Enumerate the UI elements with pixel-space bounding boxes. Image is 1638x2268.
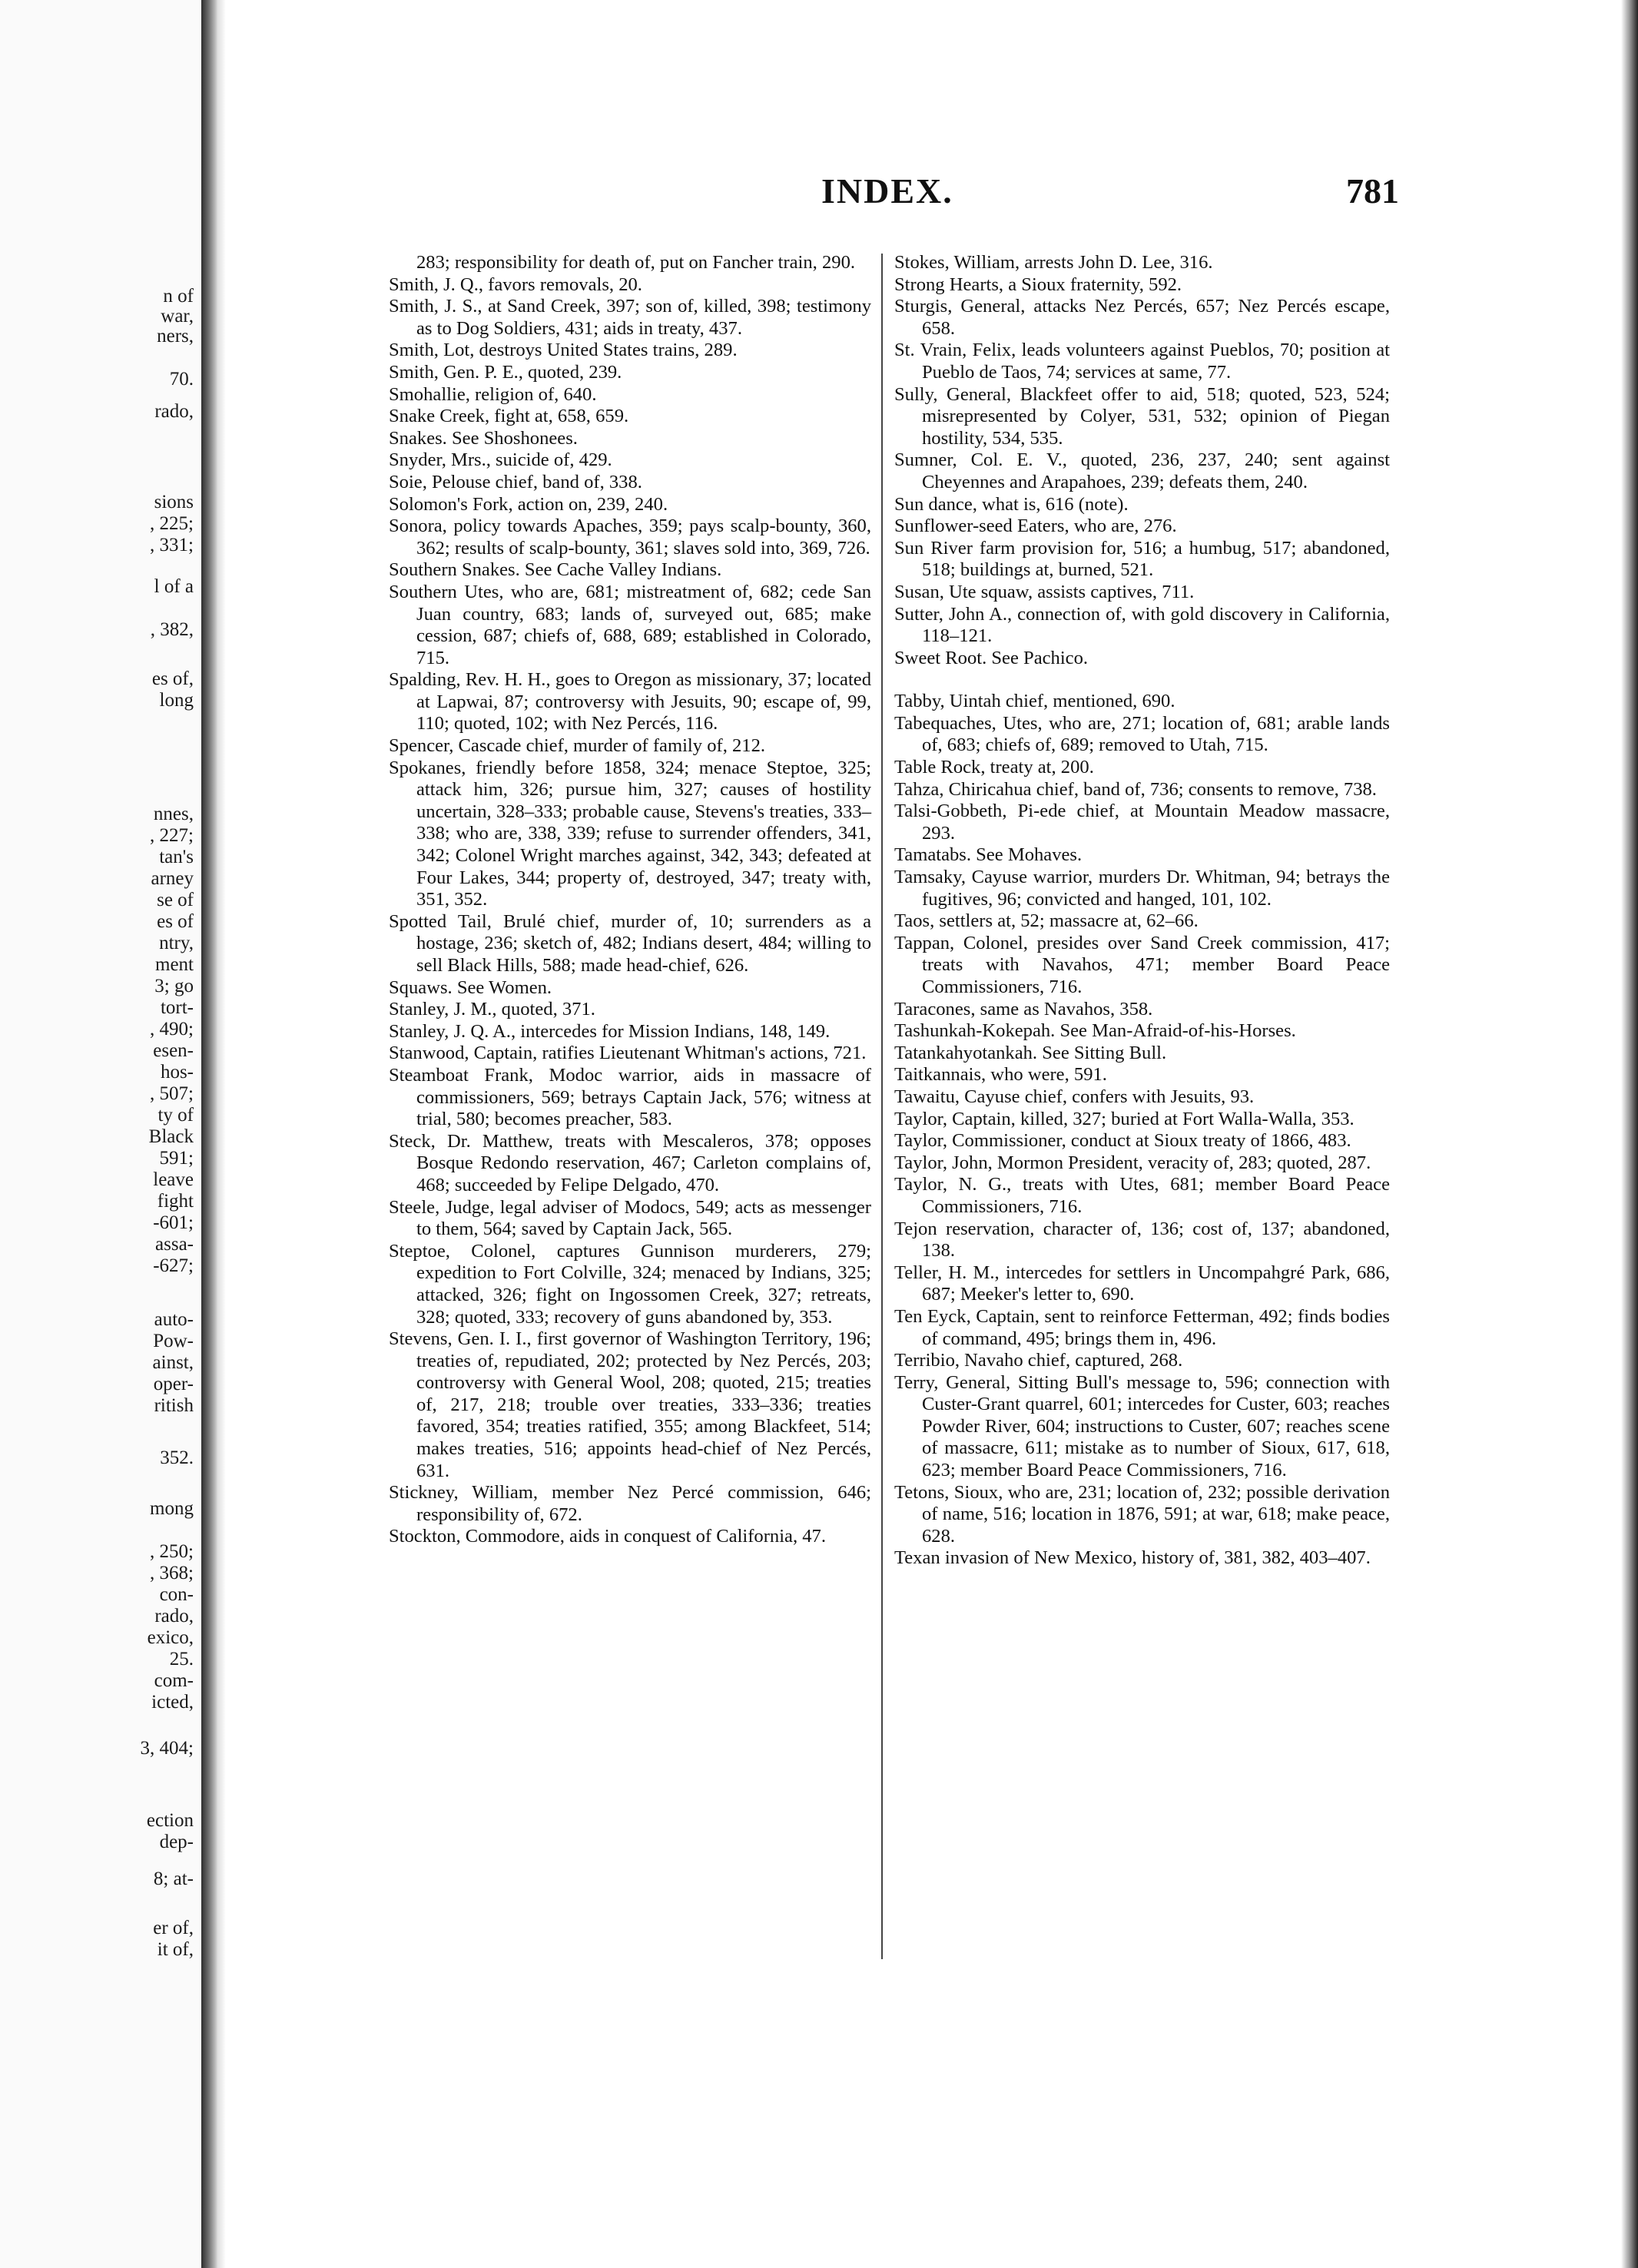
index-entry: Strong Hearts, a Sioux fraternity, 592.: [894, 274, 1182, 295]
index-entry: Solomon's Fork, action on, 239, 240.: [389, 493, 668, 515]
facing-page-fragment: exico,: [147, 1627, 194, 1648]
page-title: INDEX.: [821, 171, 953, 211]
page-gutter: [218, 0, 226, 2268]
index-entry: Tamatabs. See Mohaves.: [894, 844, 1083, 866]
facing-page-fragment: Pow-: [153, 1331, 194, 1351]
index-entry: 283; responsibility for death of, put on Fancher train, 290.: [416, 252, 856, 273]
facing-page-fragment: , 382,: [150, 619, 194, 640]
index-entry: Tejon reservation, character of, 136; cost of, 137; abandoned, 138.: [894, 1218, 1390, 1262]
index-entry: Susan, Ute squaw, assists captives, 711.: [894, 581, 1195, 602]
facing-page-fragment: ty of: [158, 1105, 194, 1126]
index-entry: Smith, Gen. P. E., quoted, 239.: [389, 361, 622, 383]
index-entry: Steele, Judge, legal adviser of Modocs, 549; acts as messenger to them, 564; saved by Captain Jack, 565.: [389, 1196, 871, 1240]
facing-page-fragment: hos-: [160, 1062, 194, 1083]
index-entry: Tabby, Uintah chief, mentioned, 690.: [894, 691, 1175, 712]
index-entry: Tamsaky, Cayuse warrior, murders Dr. Whitman, 94; betrays the fugitives, 96; convicted and hanged, 101, 102.: [894, 867, 1390, 910]
facing-page-fragment: leave: [153, 1169, 194, 1190]
index-entry: Spencer, Cascade chief, murder of family of, 212.: [389, 735, 766, 757]
index-entry: Stockton, Commodore, aids in conquest of California, 47.: [389, 1526, 826, 1547]
index-entry: Steck, Dr. Matthew, treats with Mescaleros, 378; opposes Bosque Redondo reservation, 467; Carleton complains of, 468; succeeded by Felipe Delgado, 470.: [389, 1130, 871, 1195]
index-entry: Smith, Lot, destroys United States trains, 289.: [389, 340, 738, 361]
facing-page-fragment: -627;: [153, 1255, 194, 1276]
facing-page-fragment: long: [159, 690, 194, 711]
facing-page-fragment: ection: [146, 1810, 194, 1831]
facing-page-fragment: it of,: [157, 1939, 194, 1960]
index-entry: Tahza, Chiricahua chief, band of, 736; consents to remove, 738.: [894, 778, 1377, 800]
index-entry: Southern Snakes. See Cache Valley Indians.: [389, 559, 722, 581]
facing-page-fragment: 352.: [160, 1447, 194, 1468]
index-page: [226, 0, 1621, 2268]
facing-page-fragment: , 227;: [150, 825, 194, 846]
facing-page-fragment: ment: [155, 954, 194, 975]
facing-page-fragment: , 490;: [150, 1019, 194, 1040]
page-binding-shadow: [201, 0, 218, 2268]
index-entry: Snake Creek, fight at, 658, 659.: [389, 406, 629, 427]
facing-page-fragment: n of: [163, 286, 194, 307]
index-entry: Taylor, Captain, killed, 327; buried at Fort Walla-Walla, 353.: [894, 1108, 1354, 1129]
facing-page-fragment: rado,: [154, 401, 194, 422]
facing-page-fragment: l of a: [154, 576, 194, 597]
facing-page-fragment: , 250;: [150, 1541, 194, 1562]
facing-page-fragment: 3, 404;: [140, 1738, 194, 1759]
facing-page-fragment: dep-: [159, 1832, 194, 1852]
index-entry: Sweet Root. See Pachico.: [894, 647, 1089, 668]
index-entry: Sun dance, what is, 616 (note).: [894, 493, 1129, 515]
index-entry: Teller, H. M., intercedes for settlers in Uncompahgré Park, 686, 687; Meeker's letter to, 690.: [894, 1262, 1390, 1305]
index-entry: Table Rock, treaty at, 200.: [894, 757, 1094, 778]
facing-page-fragment: ritish: [154, 1395, 194, 1416]
facing-page-fragment: , 331;: [150, 535, 194, 555]
facing-page-fragment: ntry,: [159, 933, 194, 953]
facing-page-fragment: con-: [159, 1584, 194, 1605]
running-head: [226, 171, 1621, 217]
index-entry: Taitkannais, who were, 591.: [894, 1064, 1107, 1086]
facing-page-fragment: arney: [151, 868, 194, 889]
facing-page-fragment: 8; at-: [153, 1868, 194, 1889]
index-entry: Talsi-Gobbeth, Pi-ede chief, at Mountain Meadow massacre, 293.: [894, 801, 1390, 844]
index-entry: Squaws. See Women.: [389, 976, 552, 998]
facing-page-fragment: nnes,: [153, 804, 194, 824]
facing-page-fragment: 25.: [169, 1649, 194, 1670]
column-divider: [881, 254, 883, 1959]
facing-page-fragment: oper-: [153, 1374, 194, 1394]
index-entry: Ten Eyck, Captain, sent to reinforce Fetterman, 492; finds bodies of command, 495; brings them in, 496.: [894, 1305, 1390, 1349]
index-entry: Stokes, William, arrests John D. Lee, 316.: [894, 252, 1213, 273]
index-entry: Texan invasion of New Mexico, history of, 381, 382, 403–407.: [894, 1547, 1371, 1569]
index-entry: Spokanes, friendly before 1858, 324; menace Steptoe, 325; attack him, 326; pursue him, 327; causes of hostility uncertain, 328–333; probable cause, Stevens's treaties, 333–338; who are, 338, 339; refuse to surrender offenders, 341, 342; Colonel Wright marches against, 342, 343; defeated at Four Lakes, 344; property of, destroyed, 347; treaty with, 351, 352.: [389, 757, 871, 910]
facing-page-fragment: 591;: [159, 1148, 194, 1169]
facing-page-fragment: icted,: [151, 1692, 194, 1713]
facing-page-fragment: er of,: [153, 1918, 194, 1938]
index-entry: Sunflower-seed Eaters, who are, 276.: [894, 516, 1177, 537]
right-page-edge: [1621, 0, 1638, 2268]
index-entry: Southern Utes, who are, 681; mistreatment of, 682; cede San Juan country, 683; lands of, surveyed out, 685; make cession, 687; chiefs of, 688, 689; established in Colorado, 715.: [389, 581, 871, 668]
index-entry: Terribio, Navaho chief, captured, 268.: [894, 1350, 1183, 1371]
index-entry: Terry, General, Sitting Bull's message to, 596; connection with Custer-Grant quarrel, 601; intercedes for Custer, 603; reaches Powder River, 604; instructions to Custer, 607; reaches scene of massacre, 611; mistake as to number of Sioux, 617, 618, 623; member Board Peace Commissioners, 716.: [894, 1371, 1390, 1481]
index-entry: Tabequaches, Utes, who are, 271; location of, 681; arable lands of, 683; chiefs of, 689; removed to Utah, 715.: [894, 712, 1390, 756]
facing-page-fragment: ainst,: [152, 1352, 194, 1373]
index-entry: St. Vrain, Felix, leads volunteers against Pueblos, 70; position at Pueblo de Taos, 74; services at same, 77.: [894, 340, 1390, 383]
facing-page-fragment: Black: [148, 1126, 194, 1147]
facing-page-fragment: auto-: [154, 1309, 194, 1330]
index-entry: Snakes. See Shoshonees.: [389, 427, 578, 449]
facing-page-fragment: tort-: [160, 997, 194, 1018]
index-entry: Stickney, William, member Nez Percé commission, 646; responsibility of, 672.: [389, 1482, 871, 1525]
index-entry: Sutter, John A., connection of, with gold discovery in California, 118–121.: [894, 603, 1390, 647]
facing-page-fragment: 70.: [169, 369, 194, 390]
facing-page-fragment: com-: [154, 1670, 194, 1691]
index-entry: Sumner, Col. E. V., quoted, 236, 237, 240; sent against Cheyennes and Arapahoes, 239; defeats them, 240.: [894, 449, 1390, 492]
index-entry: Taylor, Commissioner, conduct at Sioux treaty of 1866, 483.: [894, 1130, 1351, 1152]
index-entry: Steptoe, Colonel, captures Gunnison murderers, 279; expedition to Fort Colville, 324; menaced by Indians, 325; attacked, 326; fight on Ingossomen Creek, 327; retreats, 328; quoted, 333; recovery of guns abandoned by, 353.: [389, 1240, 871, 1328]
index-entry: Steamboat Frank, Modoc warrior, aids in massacre of commissioners, 569; betrays Captain Jack, 576; witness at trial, 580; becomes preacher, 583.: [389, 1064, 871, 1130]
index-entry: Sully, General, Blackfeet offer to aid, 518; quoted, 523, 524; misrepresented by Colyer, 531, 532; opinion of Piegan hostility, 534, 535.: [894, 383, 1390, 449]
index-entry: Tashunkah-Kokepah. See Man-Afraid-of-his-Horses.: [894, 1020, 1296, 1042]
facing-page-fragment: 3; go: [154, 976, 194, 996]
index-entry: Smohallie, religion of, 640.: [389, 383, 597, 405]
facing-page-fragment: -601;: [153, 1212, 194, 1233]
facing-page-fragment: mong: [150, 1498, 194, 1519]
index-entry: Stanwood, Captain, ratifies Lieutenant Whitman's actions, 721.: [389, 1043, 867, 1064]
index-column-right: [894, 252, 1390, 1570]
facing-page-fragment: se of: [157, 890, 194, 910]
index-entry: Tappan, Colonel, presides over Sand Creek commission, 417; treats with Navahos, 471; member Board Peace Commissioners, 716.: [894, 932, 1390, 997]
facing-page-fragment: fight: [157, 1191, 194, 1212]
index-entry: Smith, J. Q., favors removals, 20.: [389, 274, 642, 295]
index-entry: Stanley, J. Q. A., intercedes for Mission Indians, 148, 149.: [389, 1020, 831, 1042]
index-entry: Taylor, N. G., treats with Utes, 681; member Board Peace Commissioners, 716.: [894, 1174, 1390, 1217]
index-entry: Soie, Pelouse chief, band of, 338.: [389, 471, 642, 492]
facing-page-fragment: esen-: [153, 1040, 194, 1061]
index-entry: Stanley, J. M., quoted, 371.: [389, 999, 595, 1020]
index-entry: Taylor, John, Mormon President, veracity of, 283; quoted, 287.: [894, 1152, 1371, 1173]
index-entry: Sun River farm provision for, 516; a humbug, 517; abandoned, 518; buildings at, burned, 521.: [894, 537, 1390, 581]
index-entry: Tawaitu, Cayuse chief, confers with Jesuits, 93.: [894, 1086, 1255, 1107]
index-entry: Taos, settlers at, 52; massacre at, 62–66.: [894, 910, 1199, 932]
facing-page-fragment: , 507;: [150, 1083, 194, 1104]
facing-page-fragment: war,: [161, 306, 194, 327]
facing-page-fragment: rado,: [154, 1606, 194, 1626]
left-page-sliver: [0, 0, 201, 2268]
facing-page-fragment: ners,: [157, 326, 194, 346]
facing-page-fragment: assa-: [155, 1234, 194, 1255]
facing-page-fragment: es of: [157, 911, 194, 932]
index-entry: Sturgis, General, attacks Nez Percés, 657; Nez Percés escape, 658.: [894, 296, 1390, 339]
facing-page-fragment: tan's: [159, 847, 194, 867]
index-entry: Smith, J. S., at Sand Creek, 397; son of, killed, 398; testimony as to Dog Soldiers, 431; aids in treaty, 437.: [389, 296, 871, 339]
index-entry: Tatankahyotankah. See Sitting Bull.: [894, 1042, 1167, 1063]
facing-page-fragment: sions: [154, 492, 194, 512]
index-entry: Spalding, Rev. H. H., goes to Oregon as missionary, 37; located at Lapwai, 87; controversy with Jesuits, 90; escape of, 99, 110; quoted, 102; with Nez Percés, 116.: [389, 669, 871, 734]
facing-page-fragment: , 225;: [150, 513, 194, 534]
page-number: 781: [1346, 171, 1399, 211]
index-entry: Snyder, Mrs., suicide of, 429.: [389, 449, 612, 471]
facing-page-fragment: es of,: [151, 668, 194, 689]
index-entry: Tetons, Sioux, who are, 231; location of, 232; possible derivation of name, 516; location in 1876, 591; at war, 618; make peace, 628.: [894, 1481, 1390, 1547]
index-entry: Taracones, same as Navahos, 358.: [894, 998, 1153, 1020]
index-entry: Spotted Tail, Brulé chief, murder of, 10; surrenders as a hostage, 236; sketch of, 482; Indians desert, 484; willing to sell Black Hills, 588; made head-chief, 626.: [389, 910, 871, 976]
index-entry: Sonora, policy towards Apaches, 359; pays scalp-bounty, 360, 362; results of scalp-bounty, 361; slaves sold into, 369, 726.: [389, 516, 871, 559]
index-column-left: [389, 252, 871, 1548]
index-entry: Stevens, Gen. I. I., first governor of Washington Territory, 196; treaties of, repudiated, 202; protected by Nez Percés, 203; controversy with General Wool, 208; quoted, 215; treaties of, 217, 218; trouble over treaties, 333–336; treaties favored, 354; treaties ratified, 355; among Blackfeet, 514; makes treaties, 516; appoints head-chief of Nez Percés, 631.: [389, 1328, 871, 1481]
facing-page-fragment: , 368;: [150, 1563, 194, 1583]
